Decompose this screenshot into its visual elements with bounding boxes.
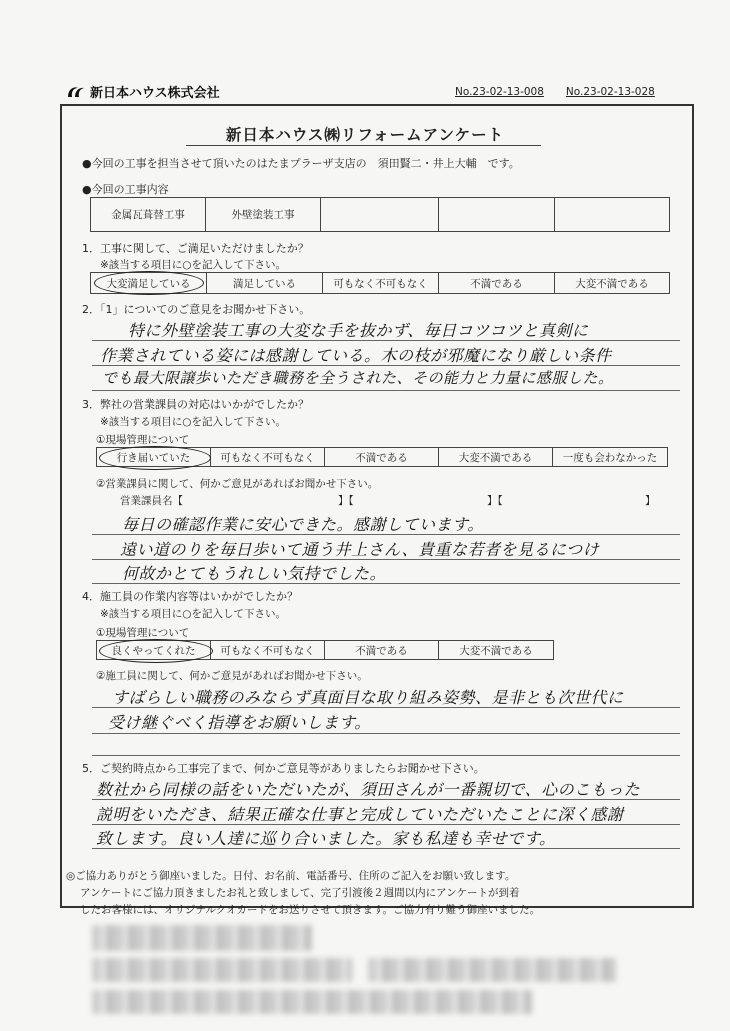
q1-option[interactable]: 可もなく不可もなく xyxy=(323,273,439,293)
q5-answer-line: 致します。良い人達に巡り合いました。家も私達も幸せです。 xyxy=(96,829,556,848)
q3-option[interactable]: 一度も会わなかった xyxy=(562,451,658,464)
q3-answer-line: 何故かとてもうれしい気持でした。 xyxy=(122,564,387,583)
q2-question: 2．「1」についてのご意見をお聞かせ下さい。 xyxy=(82,303,311,316)
q3-option[interactable]: 行き届いていた xyxy=(97,448,211,466)
q4-sub1: ①現場管理について xyxy=(96,627,190,639)
work-cell xyxy=(439,198,555,231)
q4-option[interactable]: 可もなく不可もなく xyxy=(211,641,325,659)
redacted-date-name xyxy=(92,925,312,951)
document-number-1: No.23-02-13-008 xyxy=(455,86,544,98)
company-header xyxy=(66,82,220,101)
q4-question: 4．施工員の作業内容等はいかがでしたか？ xyxy=(82,590,298,603)
answer-rule xyxy=(92,848,680,849)
page-title: 新日本ハウス㈱リフォームアンケート xyxy=(225,126,505,144)
answer-rule xyxy=(92,365,680,366)
q2-answer-line: でも最大限譲歩いただき職務を全うされた、その能力と力量に感服した。 xyxy=(102,369,614,387)
q4-note: ※該当する項目に○を記入して下さい。 xyxy=(100,608,286,620)
q1-option[interactable]: 満足している xyxy=(207,273,323,293)
answer-rule xyxy=(92,733,680,734)
q4-selected-circle xyxy=(99,639,213,663)
footer-line: アンケートにご協力頂きましたお礼と致しまして、完了引渡後２週間以内にアンケートが到着 xyxy=(80,887,520,899)
redacted-phone xyxy=(92,958,352,982)
work-cell xyxy=(555,198,669,231)
work-cell: 金属瓦葺替工事 xyxy=(91,198,206,231)
q3-sub1: ①現場管理について xyxy=(96,434,190,446)
q3-option[interactable]: 可もなく不可もなく xyxy=(211,448,325,466)
company-logo-icon xyxy=(66,85,86,99)
q5-answer-line: 数社から同様の話をいただいたが、須田さんが一番親切で、心のこもった xyxy=(96,780,641,799)
q5-question: 5．ご契約時点から工事完了まで、何かご意見等がありましたらお聞かせ下さい。 xyxy=(82,762,485,775)
q5-answer-line: 説明をいただき、結果正確な仕事と完成していただいたことに深く感謝 xyxy=(96,805,624,824)
q3-option[interactable]: 不満である xyxy=(325,448,439,466)
footer-line: したお客様には、オリジナルクオカードをお送りさせて頂きます。ご協力有り難う御座いました。 xyxy=(80,904,541,916)
q1-option[interactable]: 大変満足している xyxy=(91,273,207,293)
q1-question: 1．工事に関して、ご満足いただけましたか？ xyxy=(82,242,309,255)
q3-selected-circle xyxy=(99,446,211,470)
q3-sub2: ②営業課員に関して、何かご意見があればお聞かせ下さい。 xyxy=(96,478,379,490)
staff-name-label: 営業課員名【 xyxy=(120,495,183,507)
work-cell: 外壁塗装工事 xyxy=(206,198,321,231)
document-numbers xyxy=(455,86,655,98)
q4-option[interactable]: 不満である xyxy=(325,641,439,659)
answer-rule xyxy=(92,755,680,756)
answer-rule xyxy=(92,583,680,584)
answer-rule xyxy=(92,390,680,391)
q4-answer-line: 受け継ぐべく指導をお願いします。 xyxy=(108,713,371,732)
q3-option[interactable]: 大変不満である xyxy=(439,448,553,466)
q2-answer-line: 特に外壁塗装工事の大変な手を抜かず、毎日コツコツと真剣に xyxy=(128,321,589,340)
branch-line: ●今回の工事を担当させて頂いたのはたまプラーザ支店の 須田賢二・井上大輔 です。 xyxy=(82,157,520,170)
answer-rule xyxy=(92,799,680,800)
work-label: ●今回の工事内容 xyxy=(82,183,169,196)
q3-note: ※該当する項目に○を記入して下さい。 xyxy=(100,416,286,428)
answer-rule xyxy=(92,559,680,560)
q4-option[interactable]: 良くやってくれた xyxy=(97,641,211,659)
q1-option[interactable]: 大変不満である xyxy=(575,277,649,290)
staff-bracket: 】【 xyxy=(338,495,354,507)
answer-rule xyxy=(92,707,680,708)
q1-option[interactable]: 不満である xyxy=(439,273,555,293)
q3-answer-line: 毎日の確認作業に安心できた。感謝しています。 xyxy=(122,515,484,534)
staff-bracket: 】【 xyxy=(487,495,503,507)
footer-line: ◎ご協力ありがとう御座いました。日付、お名前、電話番号、住所のご記入をお願い致します。 xyxy=(66,870,516,882)
document-number-2: No.23-02-13-028 xyxy=(565,86,655,98)
q1-selected-circle xyxy=(94,271,204,295)
answer-rule xyxy=(92,534,680,535)
company-name: 新日本ハウス株式会社 xyxy=(90,86,220,101)
title-underline xyxy=(186,145,541,146)
q4-answer-line: すばらしい職務のみならず真面目な取り組み姿勢、是非とも次世代に xyxy=(112,688,624,707)
redacted-address-line2 xyxy=(92,990,532,1014)
answer-rule xyxy=(92,340,680,341)
q1-note: ※該当する項目に○を記入して下さい。 xyxy=(100,259,286,271)
answer-rule xyxy=(92,824,680,825)
q3-answer-line: 遠い道のりを毎日歩いて通う井上さん、貴重な若者を見るにつけ xyxy=(120,540,600,559)
q2-answer-line: 作業されている姿には感謝している。木の枝が邪魔になり厳しい条件 xyxy=(100,346,612,365)
q4-option[interactable]: 大変不満である xyxy=(459,644,533,657)
staff-bracket: 】 xyxy=(645,495,656,507)
q3-question: 3．弊社の営業課員の対応はいかがでしたか？ xyxy=(82,398,309,411)
work-cell xyxy=(321,198,439,231)
q4-sub2: ②施工員に関して、何かご意見があればお聞かせ下さい。 xyxy=(96,670,368,682)
redacted-address xyxy=(368,958,616,982)
work-content-table xyxy=(90,197,670,232)
